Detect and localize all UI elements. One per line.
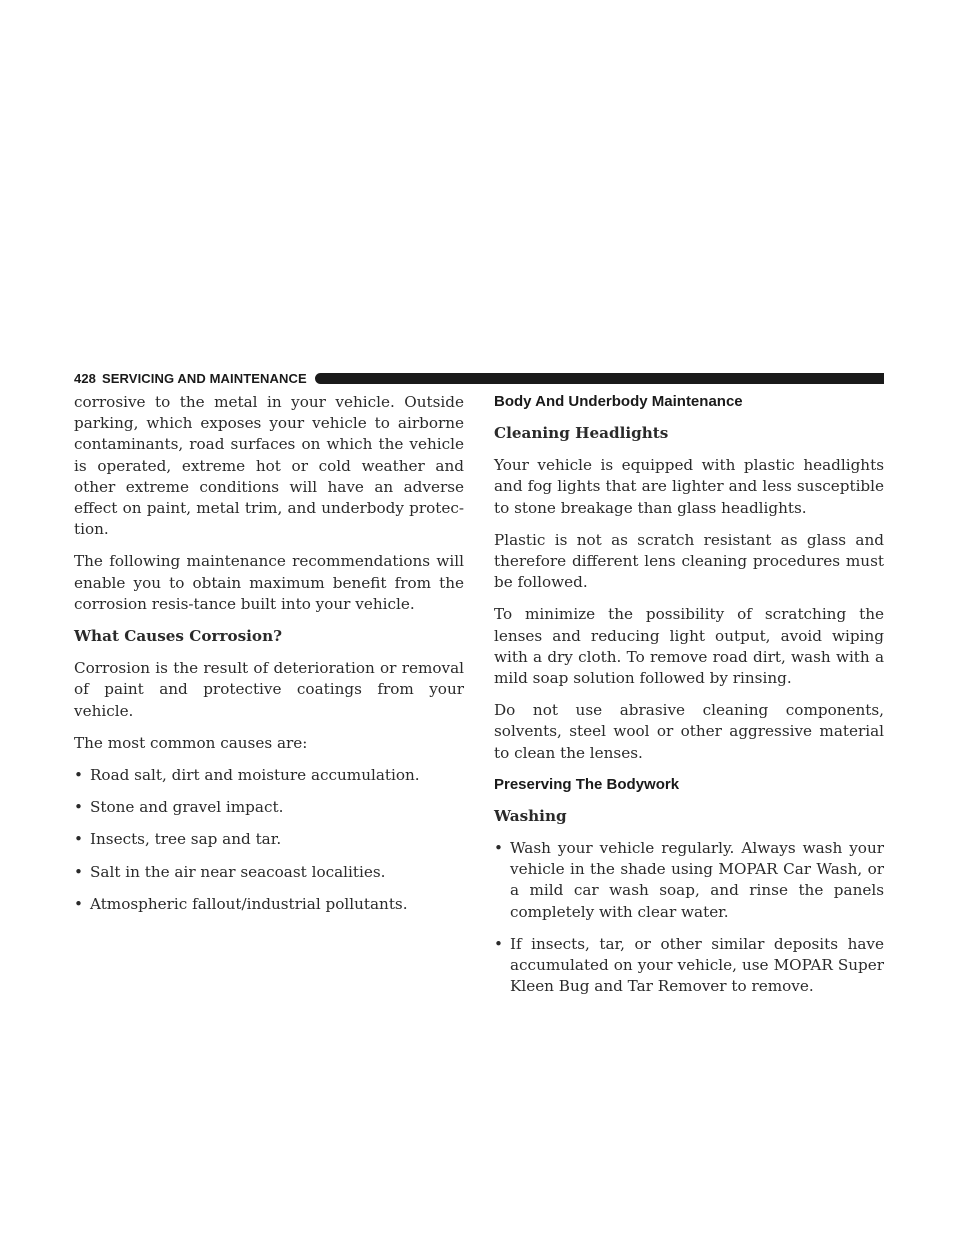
list-item [74,894,464,915]
bullet-icon: • [74,830,83,849]
list-item [74,765,464,786]
bullet-icon: • [494,839,503,858]
list-item-text: Wash your vehicle regularly. Always wash your vehicle in the shade using MOPAR Car Wash, or a mild car wash soap, and rinse the panels completely with clear water. [510,839,884,921]
right-column [494,392,884,1008]
list-item-text: Salt in the air near seacoast localities. [90,862,386,881]
list-item-text: Insects, tree sap and tar. [90,830,282,849]
list-item [74,829,464,850]
bullet-icon: • [494,934,503,953]
subheading-what-causes-corrosion: What Causes Corrosion? [74,627,283,646]
left-column [74,392,464,926]
subheading-cleaning-headlights: Cleaning Headlights [494,424,669,442]
causes-list [74,765,464,915]
running-header [74,371,307,386]
list-item [74,862,464,883]
washing-list [494,838,884,997]
paragraph: To minimize the possibility of scratching the lenses and reducing light output, avoid wiping with a dry cloth. To remove road dirt, wash with a mild soap solution followed by rinsing. [494,605,884,688]
paragraph: Your vehicle is equipped with plastic headlights and fog lights that are lighter and less susceptible to stone breakage than glass headlights. [494,456,884,517]
section-heading-preserving-bodywork: Preserving The Bodywork [494,775,680,793]
paragraph: The most common causes are: [74,733,308,752]
list-item-text: If insects, tar, or other similar deposits have accumulated on your vehicle, use MOPAR Super Kleen Bug and Tar Remover to remove. [510,934,884,996]
bullet-icon: • [74,862,83,881]
paragraph: Corrosion is the result of deterioration or removal of paint and protective coatings from your vehicle. [74,659,464,720]
list-item [494,934,884,998]
bullet-icon: • [74,894,83,913]
list-item [494,838,884,923]
paragraph: Do not use abrasive cleaning components, solvents, steel wool or other aggressive material to clean the lenses. [494,701,884,762]
list-item [74,797,464,818]
page-header [74,369,884,387]
paragraph: Plastic is not as scratch resistant as glass and therefore different lens cleaning procedures must be followed. [494,530,884,592]
list-item-text: Atmospheric fallout/industrial pollutants. [90,894,408,913]
bullet-icon: • [74,766,83,785]
header-rule [315,373,884,384]
list-item-text: Stone and gravel impact. [90,798,284,817]
paragraph: The following maintenance recommendations will enable you to obtain maximum benefit from the corrosion resis-tance built into your vehicle. [74,552,464,613]
list-item-text: Road salt, dirt and moisture accumulation. [90,766,420,785]
section-title: SERVICING AND MAINTENANCE [102,370,307,386]
subheading-washing: Washing [494,806,567,825]
section-heading-body-underbody: Body And Underbody Maintenance [494,393,743,410]
paragraph: corrosive to the metal in your vehicle. Outside parking, which exposes your vehicle to airborne contaminants, road surfaces on which the vehicle is operated, extreme hot or cold weather and other extreme conditions will have an adverse effect on paint, metal trim, and underbody protec-tion. [74,393,464,539]
bullet-icon: • [74,798,83,817]
page-number: 428 [74,370,96,386]
